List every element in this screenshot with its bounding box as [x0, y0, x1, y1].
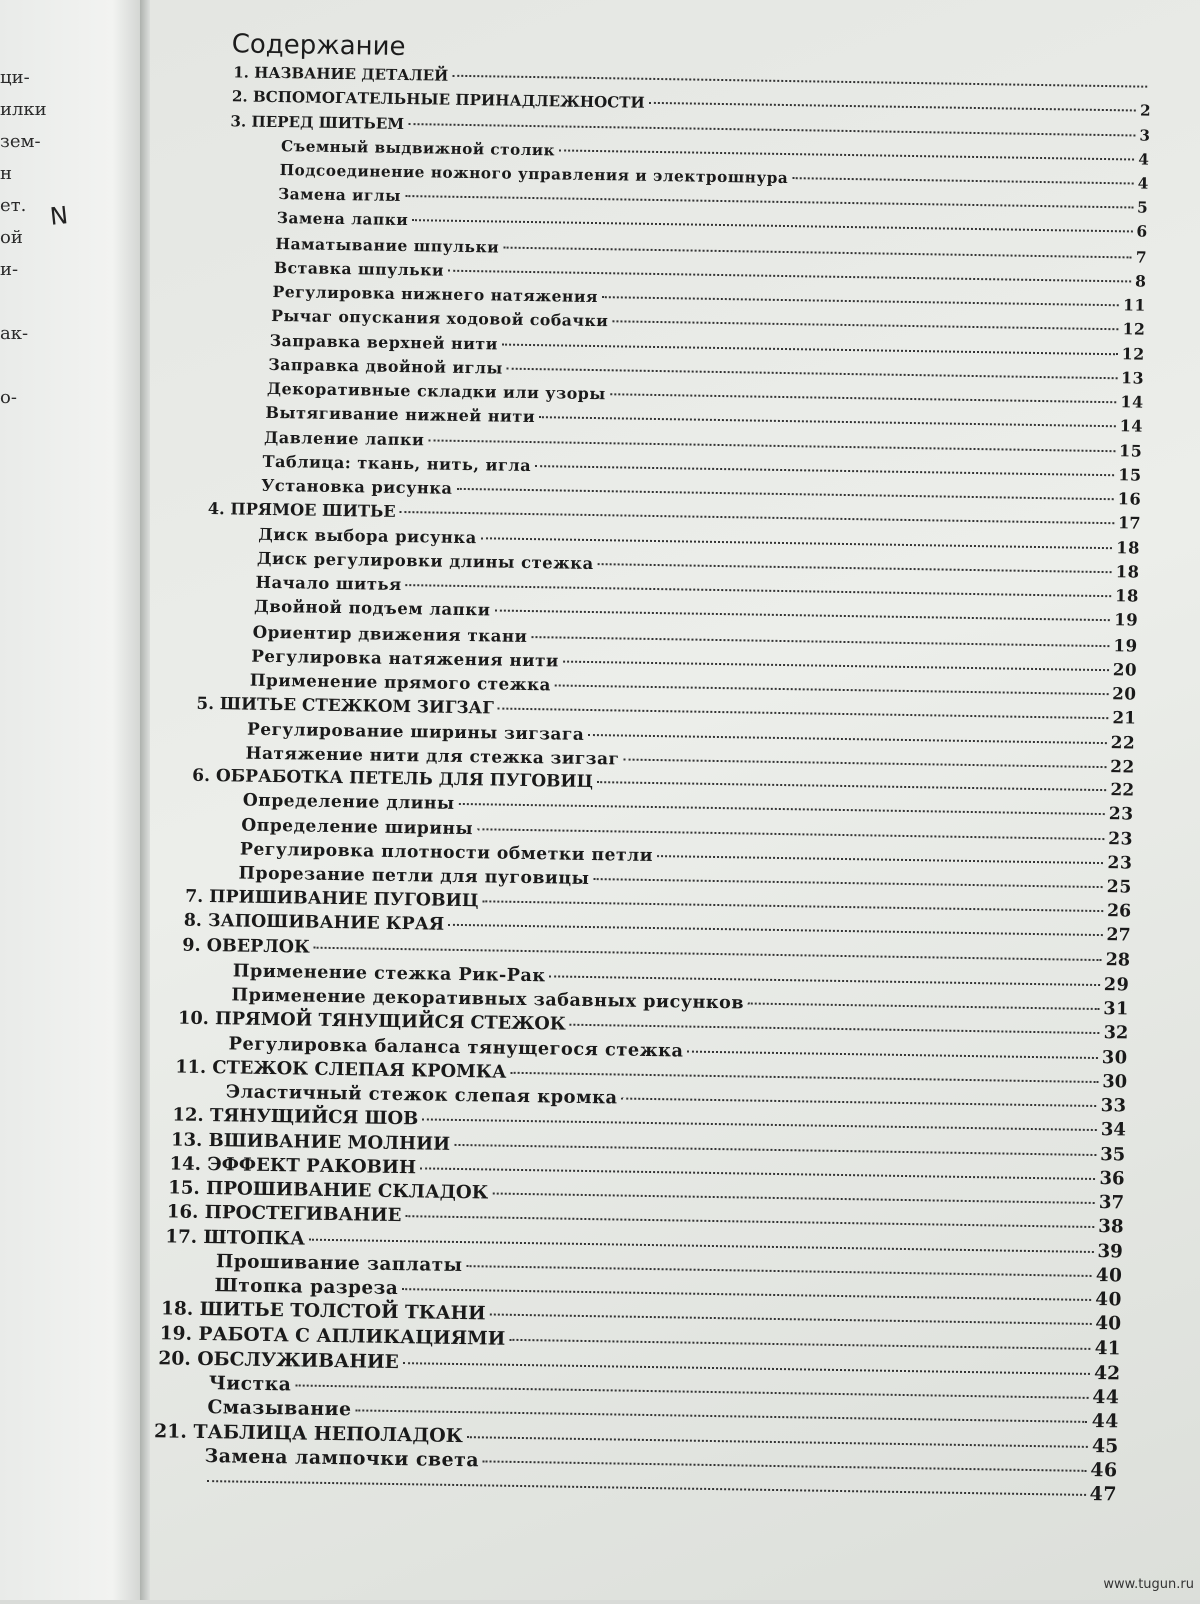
left-page-line: ет.	[0, 195, 27, 216]
toc-page-number: 22	[1110, 780, 1135, 801]
toc-page-number: 16	[1117, 489, 1142, 509]
left-page-line: ци-	[0, 67, 30, 88]
dot-leader	[490, 1314, 1092, 1325]
toc-page-number: 30	[1102, 1070, 1128, 1093]
toc-entry-label: Таблица: ткань, нить, игла	[262, 451, 532, 475]
toc-page-number: 41	[1094, 1337, 1121, 1360]
toc-page-number: 11	[1122, 295, 1146, 315]
toc-page-number: 32	[1103, 1022, 1129, 1044]
toc-entry-label: Давление лапки	[263, 427, 425, 449]
toc-entry-label: Вытягивание нижней нити	[265, 403, 536, 427]
toc-page-number: 5	[1136, 198, 1149, 217]
toc-page-number: 20	[1112, 659, 1138, 680]
toc-page-number: 14	[1119, 416, 1144, 437]
dot-leader	[494, 610, 1110, 622]
toc-entry-label: Регулировка нижнего натяжения	[272, 282, 599, 307]
toc-entry-label: 7. ПРИШИВАНИЕ ПУГОВИЦ	[184, 886, 479, 912]
toc-page-number: 20	[1112, 683, 1137, 704]
pen-mark: N	[48, 201, 70, 231]
dot-leader	[420, 1167, 1095, 1180]
toc-page-number: 3	[1139, 126, 1151, 145]
dot-leader	[550, 975, 1100, 986]
dot-leader	[622, 1098, 1097, 1107]
toc-entry-label: 17. ШТОПКА	[165, 1225, 306, 1250]
dot-leader	[355, 1410, 1087, 1424]
toc-page-number: 22	[1110, 731, 1136, 753]
toc-page-number: 30	[1101, 1046, 1128, 1069]
page-title: Содержание	[231, 29, 406, 63]
left-page	[0, 0, 150, 1600]
toc-page-number: 46	[1090, 1458, 1118, 1482]
toc-page-number: 23	[1107, 852, 1133, 874]
toc-entry-label: Смазывание	[207, 1396, 352, 1421]
toc-entry-label: 16. ПРОСТЕГИВАНИЕ	[166, 1201, 402, 1227]
toc-entry-label: Чистка	[208, 1372, 292, 1396]
toc-entry-label: 12. ТЯНУЩИЙСЯ ШОВ	[172, 1104, 419, 1130]
dot-leader	[314, 946, 1102, 960]
toc-entry-label: 11. СТЕЖОК СЛЕПАЯ КРОМКА	[175, 1056, 507, 1083]
toc-entry-label: 8. ЗАПОШИВАНИЕ КРАЯ	[183, 911, 445, 936]
toc-entry-label: Начало шитья	[255, 572, 402, 595]
dot-leader	[448, 270, 1131, 283]
toc-page-number: 15	[1118, 465, 1142, 485]
toc-page-number: 37	[1098, 1192, 1125, 1214]
toc-page-number: 35	[1100, 1143, 1126, 1166]
toc-entry-label: Вставка шпульки	[273, 257, 445, 280]
toc-page-number: 42	[1093, 1361, 1121, 1385]
toc-entry-label: Натяжение нити для стежка зигзаг	[245, 742, 620, 769]
toc-entry-label: Штопка разреза	[214, 1275, 399, 1300]
dot-leader	[467, 1265, 1092, 1277]
dot-leader	[459, 803, 1105, 815]
toc-entry-label: Замена лампочки света	[204, 1444, 480, 1472]
toc-entry-label: Двойной подъем лапки	[253, 597, 491, 620]
dot-leader	[412, 220, 1132, 233]
dot-leader	[510, 1072, 1098, 1083]
dot-leader	[649, 102, 1136, 112]
left-page-line	[0, 350, 140, 382]
toc-entry-label: Применение прямого стежка	[249, 669, 552, 695]
toc-entry-label: 13. ВШИВАНИЕ МОЛНИИ	[170, 1129, 451, 1155]
dot-leader	[597, 781, 1107, 791]
dot-leader	[498, 708, 1109, 720]
dot-leader	[559, 149, 1134, 160]
dot-leader	[467, 1436, 1088, 1448]
dot-leader	[687, 1050, 1097, 1058]
watermark: www.tugun.ru	[1103, 1577, 1194, 1592]
toc-entry-label: 20. ОБСЛУЖИВАНИЕ	[158, 1347, 400, 1373]
dot-leader	[531, 636, 1109, 647]
toc-page-number: 21	[1112, 707, 1137, 728]
left-page-line	[0, 286, 140, 318]
dot-leader	[623, 758, 1106, 768]
toc-entry-label: Декоративные складки или узоры	[266, 378, 606, 404]
toc-entry-label: 15. ПРОШИВАНИЕ СКЛАДОК	[168, 1177, 489, 1204]
toc-entry-label: Эластичный стежок слепая кромка	[225, 1081, 618, 1109]
dot-leader	[309, 1238, 1093, 1252]
toc-entry-label: 21. ТАБЛИЦА НЕПОЛАДОК	[153, 1419, 464, 1447]
dot-leader	[612, 321, 1118, 331]
dot-leader	[422, 1119, 1097, 1132]
toc-page-number: 12	[1122, 319, 1146, 340]
left-page-line: и-	[0, 259, 19, 280]
dot-leader	[588, 733, 1107, 743]
left-page-line: н	[0, 163, 12, 184]
dot-leader	[509, 1338, 1090, 1349]
toc-page-number: 31	[1103, 998, 1129, 1020]
toc-entry-label: 3. ПЕРЕД ШИТЬЕМ	[230, 111, 405, 133]
dot-leader	[483, 1460, 1086, 1471]
toc-page-number: 12	[1121, 343, 1145, 364]
dot-leader	[593, 878, 1102, 888]
toc-page-number: 6	[1136, 222, 1148, 242]
dot-leader	[502, 343, 1118, 355]
toc-page-number: 4	[1137, 174, 1150, 193]
dot-leader	[454, 1144, 1096, 1156]
toc-entry-label: Замена иглы	[278, 185, 402, 206]
toc-page-number: 40	[1095, 1313, 1122, 1335]
toc-page-number: 23	[1108, 804, 1134, 825]
toc-entry-label: 10. ПРЯМОЙ ТЯНУЩИЙСЯ СТЕЖОК	[177, 1007, 567, 1036]
toc-entry-label: 18. ШИТЬЕ ТОЛСТОЙ ТКАНИ	[160, 1298, 486, 1325]
dot-leader	[402, 1288, 1091, 1301]
toc-page-number: 15	[1118, 440, 1143, 461]
table-of-contents	[125, 28, 1199, 1604]
toc-page-number: 26	[1106, 901, 1132, 922]
dot-leader	[477, 828, 1104, 840]
toc-page-number: 34	[1100, 1119, 1127, 1141]
dot-leader	[406, 584, 1111, 597]
dot-leader	[452, 75, 1147, 88]
toc-entry-label: Регулировка натяжения нити	[251, 645, 559, 671]
toc-entry-label: 1. НАЗВАНИЕ ДЕТАЛЕЙ	[233, 63, 449, 85]
dot-leader	[610, 393, 1117, 403]
toc-page-number: 18	[1114, 586, 1140, 606]
toc-page-number: 8	[1134, 271, 1147, 291]
dot-leader	[405, 1215, 1094, 1228]
toc-page-number: 25	[1106, 877, 1132, 898]
toc-entry-label: Съемный выдвижной столик	[280, 136, 556, 160]
toc-entry-label: Рычаг опускания ходовой собачки	[271, 306, 609, 331]
dot-leader	[598, 563, 1112, 573]
toc-entry-label: Диск выбора рисунка	[258, 524, 477, 547]
toc-page-number: 33	[1100, 1095, 1127, 1117]
dot-leader	[483, 901, 1104, 913]
toc-entry-label: Регулировка плотности обметки петли	[239, 839, 654, 866]
toc-entry-label: 6. ОБРАБОТКА ПЕТЕЛЬ ДЛЯ ПУГОВИЦ	[192, 765, 594, 793]
left-page-line: ак-	[0, 323, 29, 344]
toc-entry-label: Диск регулировки длины стежка	[256, 548, 594, 573]
toc-entry-label: Регулировка баланса тянущегося стежка	[228, 1033, 684, 1062]
toc-entry-label: 4. ПРЯМОЕ ШИТЬЕ	[207, 499, 396, 522]
toc-page-number: 38	[1098, 1216, 1124, 1238]
toc-entry-label: Прошивание заплаты	[215, 1250, 463, 1276]
toc-page-number: 45	[1091, 1434, 1119, 1457]
left-page-line: ой	[0, 227, 23, 248]
toc-page-number: 17	[1117, 513, 1141, 533]
dot-leader	[535, 465, 1114, 476]
toc-page-number: 22	[1110, 755, 1135, 777]
dot-leader	[405, 195, 1133, 208]
toc-entry-label: 9. ОВЕРЛОК	[182, 935, 311, 958]
dot-leader	[539, 417, 1116, 428]
dot-leader	[400, 511, 1114, 524]
dot-leader	[570, 1024, 1100, 1034]
toc-page-number: 23	[1108, 828, 1134, 850]
toc-entry-label: 5. ШИТЬЕ СТЕЖКОМ ЗИГЗАГ	[196, 693, 494, 718]
left-page-line: илки	[0, 99, 47, 120]
dot-leader	[207, 1480, 1085, 1496]
toc-entry-label: Ориентир движения ткани	[252, 621, 528, 646]
toc-entry-label: Установка рисунка	[261, 475, 453, 498]
toc-page-number: 19	[1114, 610, 1139, 630]
toc-entry-label: Подсоединение ножного управления и электрошнура	[279, 161, 789, 188]
dot-leader	[563, 660, 1109, 671]
toc-page-number: 4	[1138, 150, 1150, 169]
toc-page-number: 28	[1105, 949, 1131, 971]
dot-leader	[792, 177, 1133, 184]
toc-entry-label: Заправка двойной иглы	[268, 354, 503, 378]
dot-leader	[481, 537, 1113, 549]
toc-entry-label: Прорезание петли для пуговицы	[238, 863, 590, 890]
dot-leader	[403, 1362, 1090, 1375]
toc-page-number: 29	[1103, 973, 1130, 996]
toc-entry-label: 14. ЭФФЕКТ РАКОВИН	[169, 1153, 417, 1179]
toc-entry-label: Применение стежка Рик-Рак	[232, 960, 546, 987]
toc-page-number: 36	[1099, 1167, 1125, 1190]
toc-page-number: 14	[1120, 392, 1144, 412]
toc-page-number: 18	[1116, 537, 1141, 558]
toc-entry-label: Регулирование ширины зигзага	[246, 718, 585, 744]
toc-entry-label: Применение декоративных забавных рисунков	[231, 984, 745, 1014]
toc-entry-label: Заправка верхней нити	[269, 330, 499, 354]
dot-leader	[492, 1193, 1095, 1204]
dot-leader	[408, 123, 1136, 136]
dot-leader	[503, 246, 1132, 258]
toc-page-number: 13	[1120, 368, 1145, 388]
dot-leader	[748, 1003, 1099, 1011]
dot-leader	[448, 924, 1102, 936]
toc-page-number: 40	[1095, 1264, 1123, 1287]
toc-page-number: 40	[1095, 1289, 1122, 1311]
toc-entry-label: 2. ВСПОМОГАТЕЛЬНЫЕ ПРИНАДЛЕЖНОСТИ	[231, 87, 645, 112]
toc-page-number: 44	[1092, 1385, 1120, 1409]
toc-page-number: 19	[1113, 634, 1138, 656]
dot-leader	[555, 684, 1108, 695]
toc-page-number: 18	[1115, 562, 1140, 582]
left-page-line: зем-	[0, 131, 41, 152]
toc-entry-label: Наматывание шпульки	[275, 233, 500, 257]
dot-leader	[657, 855, 1104, 864]
toc-page-number: 47	[1089, 1482, 1118, 1506]
dot-leader	[507, 368, 1117, 380]
toc-page-number: 39	[1097, 1240, 1124, 1263]
dot-leader	[456, 488, 1113, 500]
toc-page-number: 2	[1139, 101, 1151, 120]
toc-entry-label: Определение ширины	[241, 815, 474, 839]
dot-leader	[602, 296, 1119, 306]
toc-page-number: 7	[1135, 247, 1148, 267]
left-page-line: о-	[0, 387, 17, 408]
dot-leader	[428, 439, 1115, 452]
toc-entry-label: 19. РАБОТА С АПЛИКАЦИЯМИ	[159, 1322, 506, 1350]
toc-entry-label: Замена лапки	[276, 209, 409, 230]
left-page-text	[0, 62, 140, 414]
toc-page-number: 44	[1091, 1410, 1119, 1433]
dot-leader	[295, 1384, 1088, 1398]
toc-page-number: 27	[1106, 925, 1131, 946]
toc-entry-label: Определение длины	[242, 790, 455, 815]
